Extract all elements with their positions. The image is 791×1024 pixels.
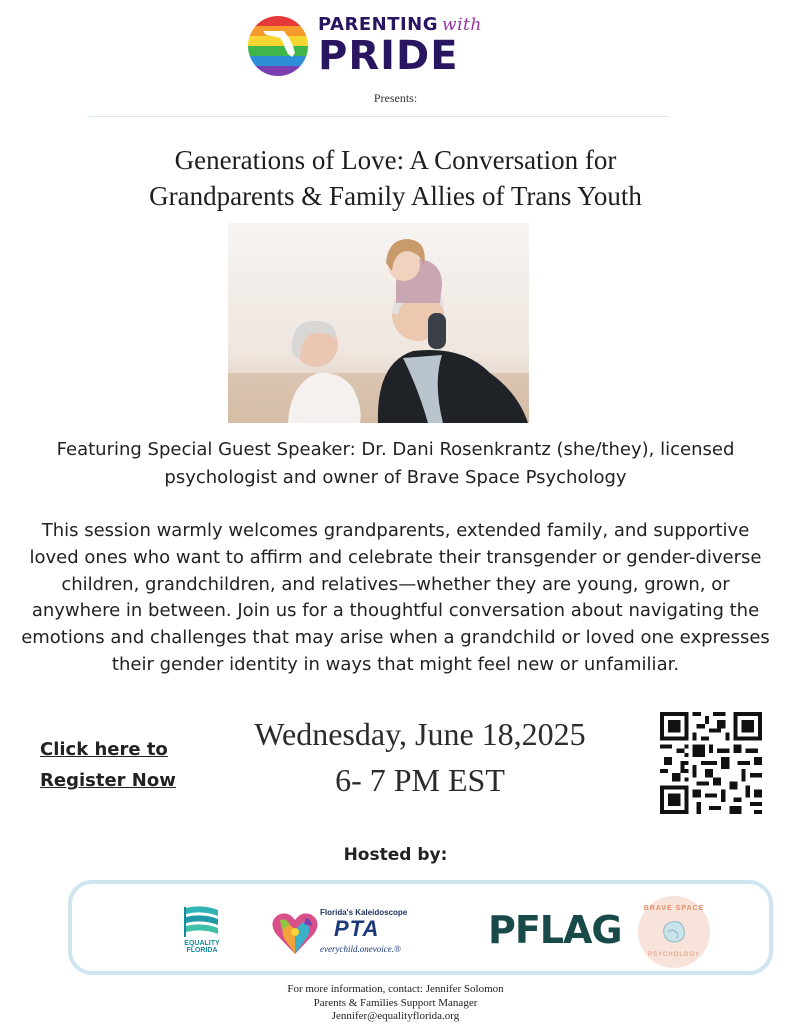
event-date: Wednesday, June 18,2025 [254,716,586,752]
speaker-line: psychologist and owner of Brave Space Psychology [164,467,627,488]
featured-speaker [30,436,761,492]
logo-title-main: PRIDE [318,33,459,79]
description-line: This session warmly welcomes grandparents, extended family, and supportive [41,520,750,541]
equality-label: EQUALITY [184,940,220,947]
register-link-line[interactable]: Click here to [40,739,168,760]
logo-title-top: PARENTING with [318,14,482,35]
florida-label: FLORIDA [186,947,218,954]
florida-state-icon [262,28,296,58]
pta-wordmark: PTA [334,916,380,941]
description-line: loved ones who want to affirm and celebrate their transgender or gender-diverse [29,546,762,568]
description-line: children, grandchildren, and relatives—whether they are young, grown, or [61,573,730,595]
grandparents-photo [228,223,529,423]
register-link-line[interactable]: Register Now [40,770,176,791]
hosted-by-label: Hosted by: [343,845,448,865]
equality-florida-logo [180,906,224,958]
header-divider [88,116,668,117]
presents-label: Presents: [373,91,418,105]
contact-line: For more information, contact: Jennifer Solomon [287,983,504,995]
pta-org-title: Florida's Kaleidoscope [320,908,408,917]
sponsor-logos-panel [68,880,773,975]
family-illustration [228,223,529,423]
description-line: their gender identity in ways that might feel new or unfamiliar. [111,653,680,675]
brave-space-label: BRAVE SPACE [643,905,705,912]
description-line: emotions and challenges that may arise when a grandchild or loved one expresses [21,627,770,649]
equality-flag-icon [180,906,224,938]
florida-pta-logo [270,904,430,962]
kaleidoscope-heart-icon [270,908,320,958]
parenting-with-pride-logo-icon [248,16,308,76]
contact-line: Parents & Families Support Manager [313,996,478,1009]
event-title [20,142,771,214]
contact-email-link[interactable]: Jennifer@equalityflorida.org [331,1010,460,1022]
header [0,10,791,82]
description-line: anywhere in between. Join us for a thoughtful conversation about navigating the [31,600,760,622]
register-now-link[interactable] [40,734,190,796]
pta-tagline: everychild.onevoice.® [320,944,401,954]
registration-qr-code-icon[interactable] [660,712,762,814]
speaker-line: Featuring Special Guest Speaker: Dr. Dani Rosenkrantz (she/they), licensed [56,439,735,460]
event-time: 6- 7 PM EST [335,762,505,798]
event-description [15,518,776,679]
brave-space-psychology-logo [638,896,710,968]
event-title-line: Generations of Love: A Conversation for [174,145,617,175]
pflag-logo: PFLAG [488,908,622,952]
event-title-line: Grandparents & Family Allies of Trans Youth [149,181,642,211]
contact-info [0,983,791,1024]
psychology-label: PSYCHOLOGY [647,952,700,958]
